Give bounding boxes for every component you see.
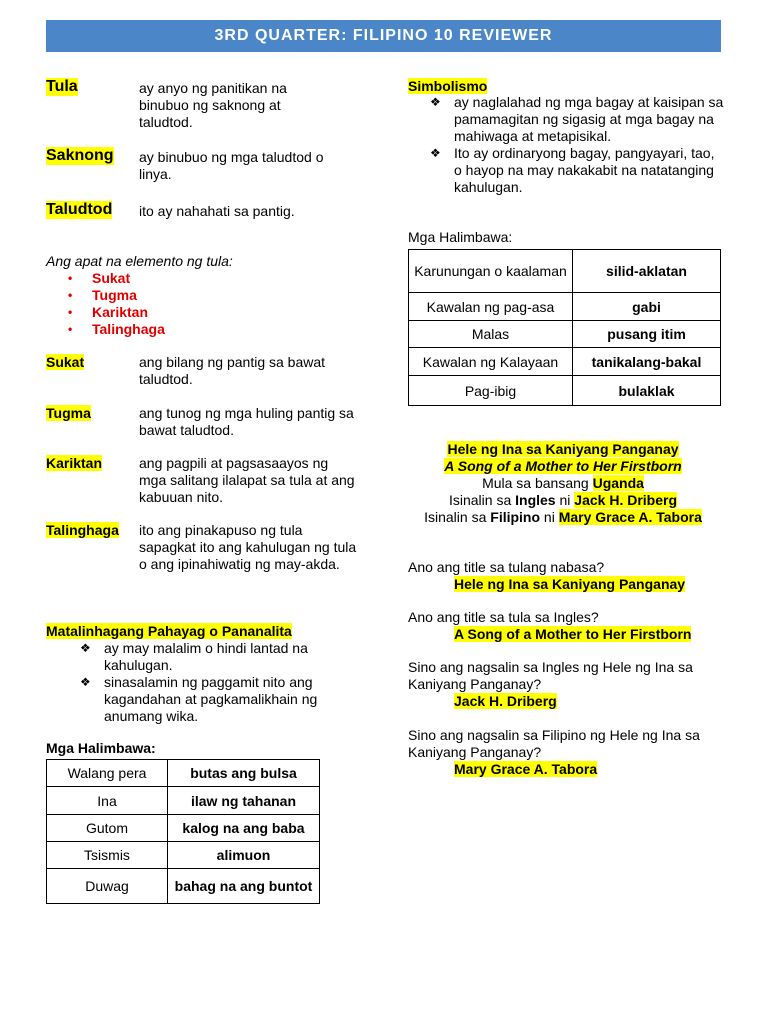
table-cell: Karunungan o kaalaman bbox=[409, 250, 573, 293]
table-cell: bahag na ang buntot bbox=[168, 869, 320, 904]
term-label: Talinghaga bbox=[46, 522, 119, 538]
table-cell: Ina bbox=[47, 787, 168, 815]
list-item: ❖ ay naglalahad ng mga bagay at kaisipan sa pamamagitan ng sigasig at mga bagay na mahiwaga at metapisikal. bbox=[430, 94, 724, 144]
matalinhaga-table bbox=[46, 759, 320, 904]
diamond-bullet-icon: ❖ bbox=[430, 95, 441, 109]
section-heading-matalinhaga: Matalinhagang Pahayag o Pananalita bbox=[46, 623, 292, 639]
qa-item bbox=[408, 727, 718, 778]
term-definition: ay binubuo ng mga taludtod o linya. bbox=[139, 149, 324, 182]
term-definition: ito ay nahahati sa pantig. bbox=[139, 203, 295, 219]
table-row bbox=[47, 787, 320, 815]
poem-translation-en: Isinalin sa Ingles ni Jack H. Driberg bbox=[448, 492, 678, 508]
table-row bbox=[409, 293, 721, 321]
diamond-bullet-icon: ❖ bbox=[80, 675, 91, 689]
question: Sino ang nagsalin sa Filipino ng Hele ng Ina sa Kaniyang Panganay? bbox=[408, 727, 700, 760]
qa-item bbox=[408, 559, 718, 593]
answer: Hele ng Ina sa Kaniyang Panganay bbox=[454, 576, 686, 592]
table-cell: Kawalan ng Kalayaan bbox=[409, 348, 573, 376]
table-row bbox=[409, 250, 721, 293]
question: Sino ang nagsalin sa Ingles ng Hele ng Ina sa Kaniyang Panganay? bbox=[408, 659, 693, 692]
list-item: ❖ Ito ay ordinaryong bagay, pangyayari, tao, o hayop na may nakakabit na natatanging kahulugan. bbox=[430, 145, 715, 195]
examples-label: Mga Halimbawa: bbox=[46, 740, 156, 756]
list-item: ❖ ay may malalim o hindi lantad na kahulugan. bbox=[80, 640, 308, 673]
examples-label: Mga Halimbawa: bbox=[408, 229, 513, 245]
table-cell: Walang pera bbox=[47, 760, 168, 787]
term-label: Tula bbox=[46, 78, 78, 95]
term-definition: ay anyo ng panitikan na binubuo ng saknong at taludtod. bbox=[139, 80, 287, 130]
table-cell: silid-aklatan bbox=[573, 250, 721, 293]
answer: Mary Grace A. Tabora bbox=[454, 761, 598, 777]
term-label: Sukat bbox=[46, 354, 85, 370]
table-cell: ilaw ng tahanan bbox=[168, 787, 320, 815]
question: Ano ang title sa tula sa Ingles? bbox=[408, 609, 599, 625]
diamond-bullet-icon: ❖ bbox=[430, 146, 441, 160]
table-row bbox=[47, 842, 320, 869]
term-label: Saknong bbox=[46, 147, 114, 164]
term-definition: ang pagpili at pagsasaayos ng mga salitang ilalapat sa tula at ang kabuuan nito. bbox=[139, 455, 355, 505]
poem-origin: Mula sa bansang Uganda bbox=[482, 475, 644, 491]
table-row bbox=[47, 869, 320, 904]
table-row bbox=[47, 815, 320, 842]
table-cell: Pag-ibig bbox=[409, 376, 573, 406]
question: Ano ang title sa tulang nabasa? bbox=[408, 559, 605, 575]
table-row bbox=[47, 760, 320, 787]
term-label: Taludtod bbox=[46, 201, 113, 218]
answer: A Song of a Mother to Her Firstborn bbox=[454, 626, 692, 642]
poem-info bbox=[398, 441, 728, 526]
term-definition: ang bilang ng pantig sa bawat taludtod. bbox=[139, 354, 326, 387]
poem-title: Hele ng Ina sa Kaniyang Panganay bbox=[447, 441, 679, 457]
table-cell: bulaklak bbox=[573, 376, 721, 406]
list-item: • Sukat bbox=[46, 270, 246, 287]
simbolismo-table bbox=[408, 249, 721, 406]
table-cell: Malas bbox=[409, 321, 573, 348]
table-cell: Tsismis bbox=[47, 842, 168, 869]
table-cell: Gutom bbox=[47, 815, 168, 842]
section-heading-simbolismo: Simbolismo bbox=[408, 78, 488, 94]
page-title: 3RD QUARTER: FILIPINO 10 REVIEWER bbox=[46, 20, 721, 52]
simbolismo-bullets bbox=[430, 94, 725, 196]
table-cell: gabi bbox=[573, 293, 721, 321]
term-definition: ang tunog ng mga huling pantig sa bawat taludtod. bbox=[139, 405, 354, 438]
table-cell: tanikalang-bakal bbox=[573, 348, 721, 376]
table-row bbox=[409, 376, 721, 406]
table-cell: kalog na ang baba bbox=[168, 815, 320, 842]
list-item: • Talinghaga bbox=[46, 321, 246, 338]
qa-item bbox=[408, 609, 718, 643]
poem-english-title: A Song of a Mother to Her Firstborn bbox=[444, 458, 682, 474]
table-cell: alimuon bbox=[168, 842, 320, 869]
list-item: • Kariktan bbox=[46, 304, 246, 321]
list-item: ❖ sinasalamin ng paggamit nito ang kagandahan at pagkamalikhain ng anumang wika. bbox=[80, 674, 318, 724]
qa-item bbox=[408, 659, 718, 710]
table-row bbox=[409, 321, 721, 348]
answer: Jack H. Driberg bbox=[454, 693, 557, 709]
term-definition: ito ang pinakapuso ng tula sapagkat ito ang kahulugan ng tula o ang ipinahiwatig ng may-akda. bbox=[139, 522, 357, 572]
table-cell: Kawalan ng pag-asa bbox=[409, 293, 573, 321]
table-cell: butas ang bulsa bbox=[168, 760, 320, 787]
diamond-bullet-icon: ❖ bbox=[80, 641, 91, 655]
term-label: Kariktan bbox=[46, 455, 103, 471]
poem-translation-fil: Isinalin sa Filipino ni Mary Grace A. Tabora bbox=[424, 509, 702, 525]
term-label: Tugma bbox=[46, 405, 91, 421]
table-cell: pusang itim bbox=[573, 321, 721, 348]
matalinhaga-bullets bbox=[80, 640, 360, 725]
elements-intro: Ang apat na elemento ng tula: bbox=[46, 253, 233, 269]
list-item: • Tugma bbox=[46, 287, 246, 304]
table-cell: Duwag bbox=[47, 869, 168, 904]
table-row bbox=[409, 348, 721, 376]
elements-list bbox=[46, 270, 246, 338]
